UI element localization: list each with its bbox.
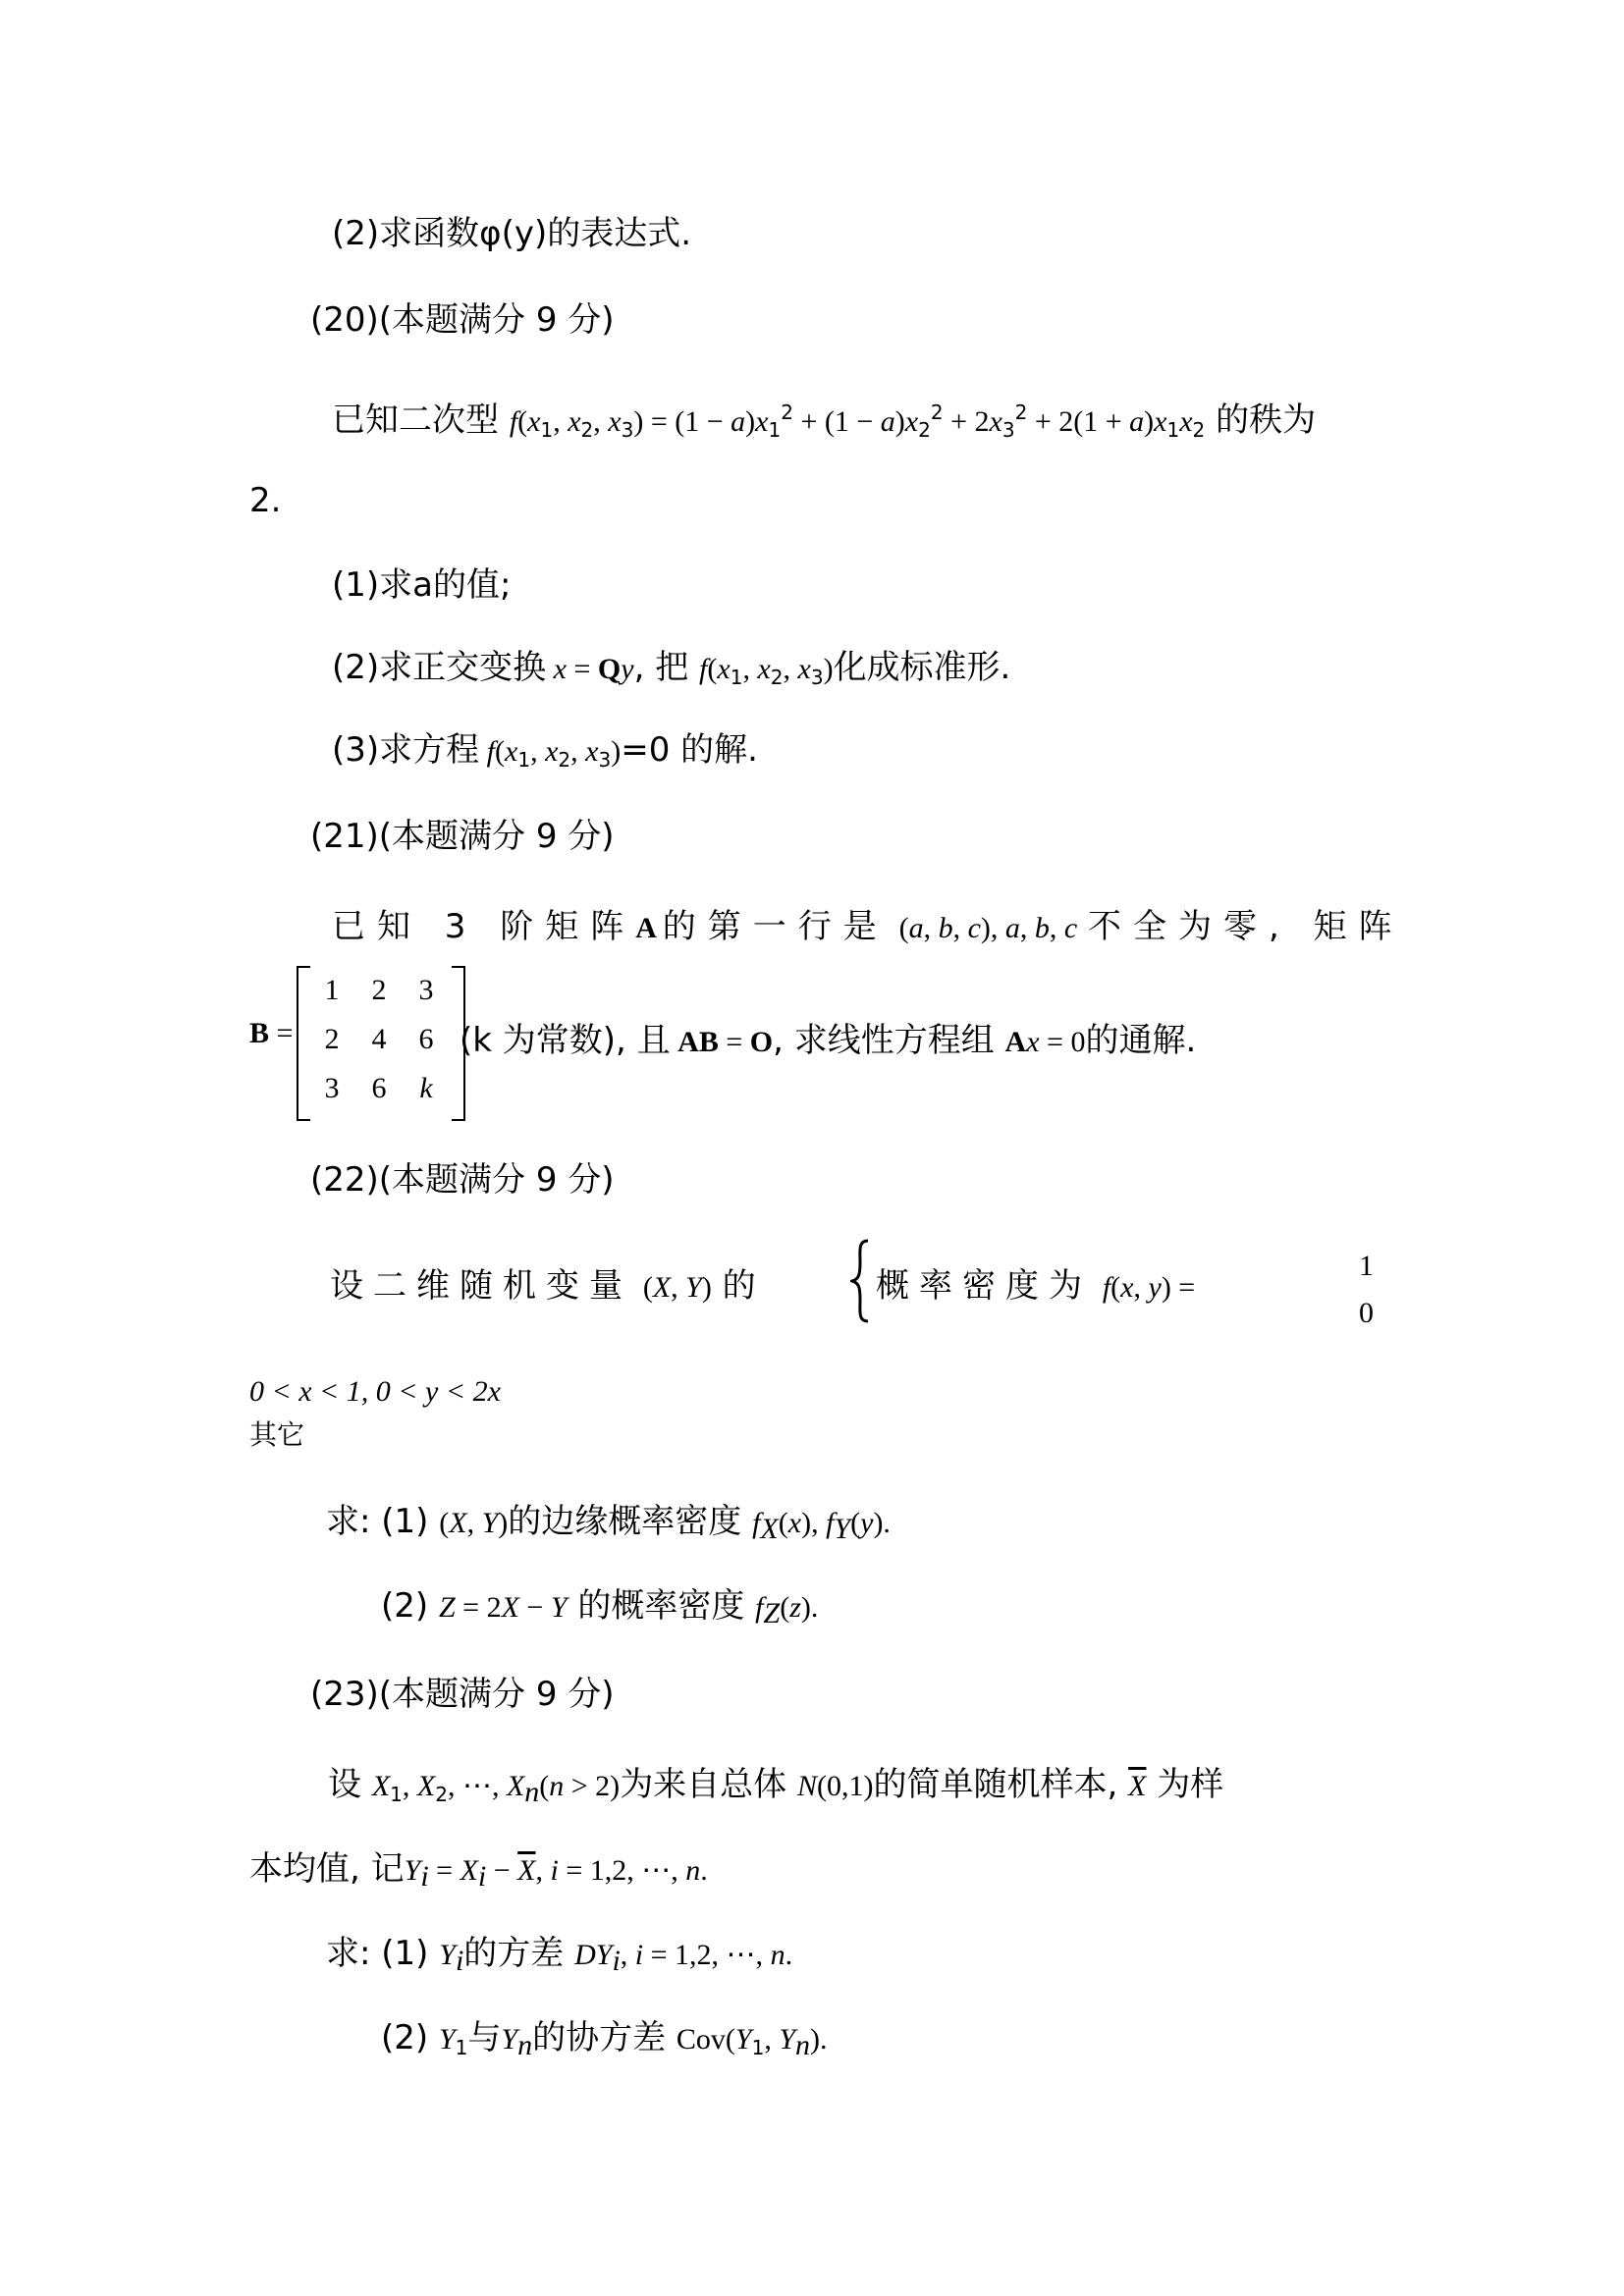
q21-statement-line: 已知 3 阶矩阵A 的第一行是 (a, b, c), a, b, c 不全为零, 矩阵 [332, 907, 1404, 946]
q20-part2-b: , 把 [633, 648, 689, 687]
q22-part2-a: (2) [381, 1586, 429, 1626]
q22-case-condition: 0 < x < 1, 0 < y < 2x [249, 1375, 501, 1408]
q23-part2-line: (2) $Y_1$与$Y_n$的协方差 $Cov(Y_1$, $Y_n$). [381, 2018, 828, 2061]
q22-statement-line: 设二维随机变量 (X, Y) 的 [330, 1266, 756, 1306]
q21-f: 的通解. [1085, 1021, 1197, 1060]
matrix-cell: 4 [371, 1023, 387, 1055]
q23-part1-b: 的方差 [463, 1934, 565, 1973]
q22-c: 概率密度为 [876, 1266, 1092, 1306]
q20-part2-a: (2)求正交变换 [332, 648, 547, 687]
q20-statement-line: 已知二次型 $f(x_1$, $x_2$, $x_3) = (1 - a)x_1^2 + (1 - a)x_2^2 + 2x_3^2 + 2(1 + a)x_1x_2$ 的秩为 [332, 400, 1317, 442]
matrix-cell: 1 [324, 974, 340, 1006]
q23-part2-b: 与 [467, 2018, 502, 2057]
q20-part1: (1)求a的值; [332, 565, 512, 605]
q23-e: 本均值, 记 [249, 1849, 405, 1889]
q21-b: 的第一行是 [662, 907, 889, 946]
q20-part2-c: 化成标准形. [833, 648, 1011, 687]
q19-part2-text: (2)求函数φ(y)的表达式. [332, 214, 692, 253]
q23-part1-a: 求: (1) [326, 1934, 429, 1973]
q22-part2-b: 的概率密度 [577, 1586, 745, 1626]
q20-part3-a: (3)求方程 [332, 730, 480, 770]
q23-c: 的简单随机样本, [873, 1765, 1118, 1804]
matrix-cell: 6 [418, 1023, 434, 1055]
q22-heading: (22)(本题满分 9 分) [310, 1160, 615, 1200]
matrix-cell: 2 [324, 1023, 340, 1055]
q21-a: 已知 3 阶矩阵 [332, 907, 636, 946]
q20-heading: (20)(本题满分 9 分) [310, 300, 615, 340]
q22-b: 的 [722, 1266, 756, 1306]
matrix-cell: 2 [371, 974, 387, 1006]
q20-post: 的秩为 [1216, 400, 1317, 440]
q23-statement-line: 设 $X_1$, $X_2$, ⋯, $X_n(n > 2)$为来自总体 N(0,1)的简单随机样本, $\overline{X}$ 为样 [328, 1765, 1224, 1808]
matrix-cell: k [419, 1072, 433, 1104]
q21-e: , 求线性方程组 [773, 1021, 995, 1060]
q21-d: (k 为常数), 且 [460, 1021, 671, 1060]
q22-part2-line: (2) Z = 2X − Y 的概率密度 $f_Z(z)$. [381, 1586, 819, 1629]
q22-part1-line: 求: (1) (X, Y)的边缘概率密度 $f_X(x)$, $f_Y(y)$. [326, 1502, 891, 1545]
matrix-cell: 6 [371, 1072, 387, 1104]
matrix-cell: 3 [418, 974, 434, 1006]
q23-b: 为来自总体 [620, 1765, 787, 1804]
q23-statement-line-2: 本均值, 记$Y_i = X_i - \overline{X}$, i = 1,2, ⋯, n. [249, 1849, 708, 1893]
q22-case-otherwise: 其它 [249, 1418, 305, 1451]
q23-a: 设 [328, 1765, 361, 1804]
q20-part2-line: (2)求正交变换 x = Qy, 把 $f(x_1$, $x_2$, $x_3$)化成标准形. [332, 648, 1011, 689]
q20-part3-line: (3)求方程 $f(x_1$, $x_2$, $x_3)=0$ 的解. [332, 730, 758, 772]
matrix-cell: 3 [324, 1072, 340, 1104]
q23-part1-line: 求: (1) $Y_i$的方差 $DY_i$, i = 1,2, ⋯, n. [326, 1934, 793, 1977]
q23-d: 为样 [1157, 1765, 1224, 1804]
matrix-left-bracket [297, 966, 310, 1121]
q20-quadratic-form: f [509, 405, 518, 438]
matrix-b-label: B [249, 1017, 270, 1049]
matrix-b: B = 1 2 3 2 4 6 3 6 k [249, 962, 495, 1119]
q19-part2-line [332, 214, 691, 253]
q22-part1-a: 求: (1) [326, 1502, 429, 1541]
q22-a: 设二维随机变量 [330, 1266, 632, 1306]
q22-part1-b: 的边缘概率密度 [508, 1502, 742, 1541]
q23-heading: (23)(本题满分 9 分) [310, 1675, 615, 1714]
q20-part3-b: =0 的解. [621, 730, 758, 770]
q23-part2-a: (2) [381, 2018, 429, 2057]
q23-part2-c: 的协方差 [532, 2018, 667, 2057]
q21-c: 不全为零, 矩阵 [1088, 907, 1404, 946]
density-value-1: 1 [1359, 1250, 1374, 1282]
q20-pre: 已知二次型 [332, 400, 499, 440]
curly-brace-icon [850, 1239, 870, 1323]
q20-cont: 2. [249, 481, 282, 520]
density-value-0: 0 [1359, 1297, 1374, 1329]
q21-heading: (21)(本题满分 9 分) [310, 817, 615, 856]
q22-statement-line-2: 概率密度为 f(x, y) = [876, 1266, 1196, 1306]
q21-matrix-line: (k 为常数), 且 AB = O, 求线性方程组 Ax = 0的通解. [460, 1021, 1197, 1060]
